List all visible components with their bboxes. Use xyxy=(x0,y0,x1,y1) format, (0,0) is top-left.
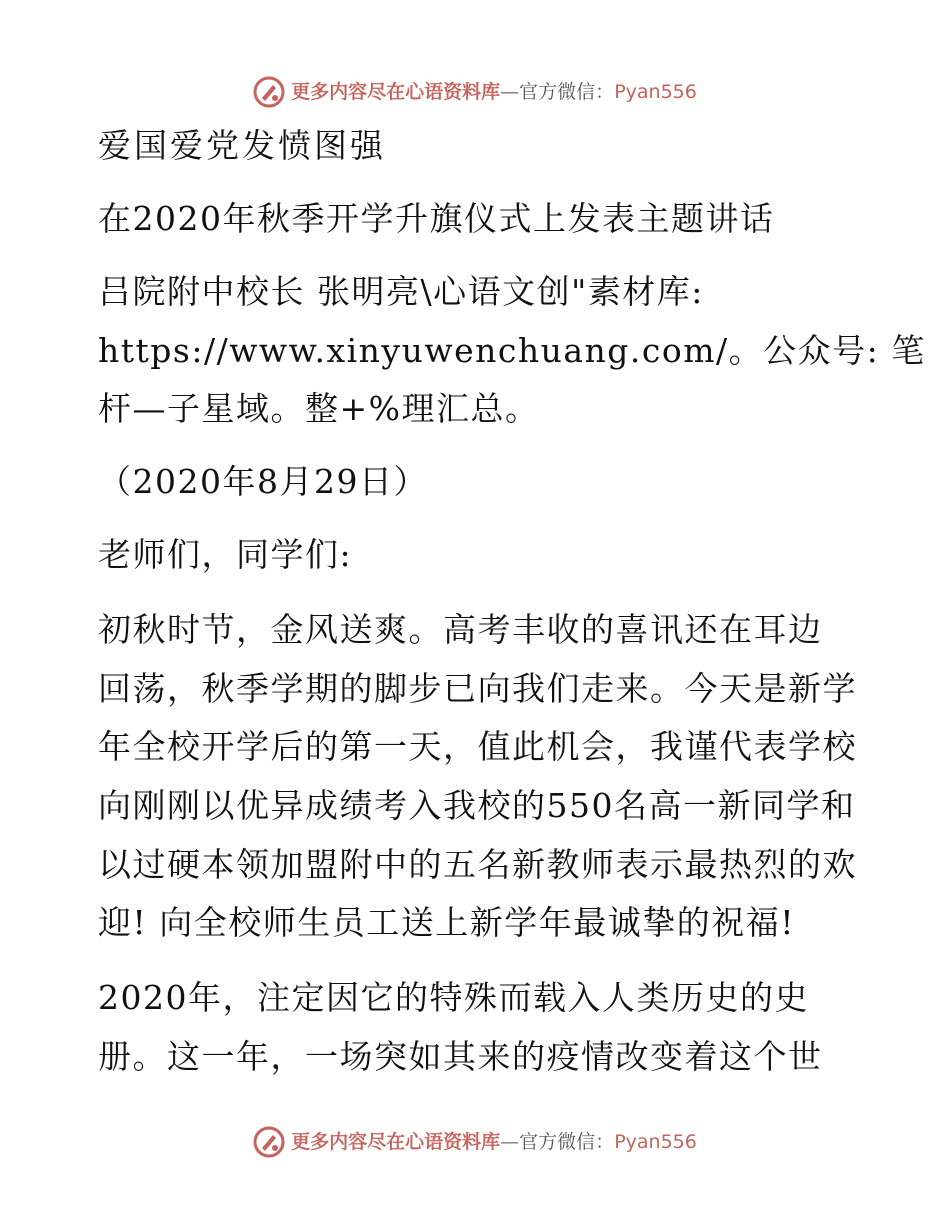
document-title: 爱国爱党发愤图强 xyxy=(98,126,386,165)
date-line: （2020年8月29日） xyxy=(98,462,428,501)
text-line: 迎! 向全校师生员工送上新学年最诚挚的祝福! xyxy=(98,903,796,942)
watermark-text: 更多内容尽在心语资料库 xyxy=(291,81,501,103)
brand-logo-icon xyxy=(253,76,285,108)
watermark-wechat-id: Pyan556 xyxy=(614,81,697,103)
brand-logo-icon xyxy=(253,1126,285,1158)
document-subtitle: 在2020年秋季开学升旗仪式上发表主题讲话 xyxy=(98,199,775,238)
text-line: 2020年，注定因它的特殊而载入人类历史的史 xyxy=(98,978,809,1017)
author-line: 吕院附中校长 张明亮\心语文创"素材库: xyxy=(98,272,704,311)
text-line: 册。这一年，一场突如其来的疫情改变着这个世 xyxy=(98,1037,823,1076)
watermark-wechat-label: 官方微信： xyxy=(519,81,615,103)
text-line: 回荡，秋季学期的脚步已向我们走来。今天是新学 xyxy=(98,669,857,708)
footer-watermark xyxy=(0,1126,950,1158)
watermark-separator: — xyxy=(500,81,520,103)
watermark-wechat-label: 官方微信： xyxy=(519,1131,615,1153)
text-line: 年全校开学后的第一天，值此机会，我谨代表学校 xyxy=(98,727,857,766)
text-line: 以过硬本领加盟附中的五名新教师表示最热烈的欢 xyxy=(98,845,857,884)
watermark-separator: — xyxy=(500,1131,520,1153)
watermark-wechat-id: Pyan556 xyxy=(614,1131,697,1153)
text-line: https://www.xinyuwenchuang.com/。公众号: 笔 xyxy=(98,331,926,370)
watermark-text: 更多内容尽在心语资料库 xyxy=(291,1131,501,1153)
text-line: 杆—子星域。整+%理汇总。 xyxy=(98,389,540,428)
salutation-line: 老师们，同学们: xyxy=(98,535,353,574)
text-line: 向刚刚以优异成绩考入我校的550名高一新同学和 xyxy=(98,786,856,825)
text-line: 初秋时节，金风送爽。高考丰收的喜讯还在耳边 xyxy=(98,610,823,649)
header-watermark xyxy=(0,76,950,108)
